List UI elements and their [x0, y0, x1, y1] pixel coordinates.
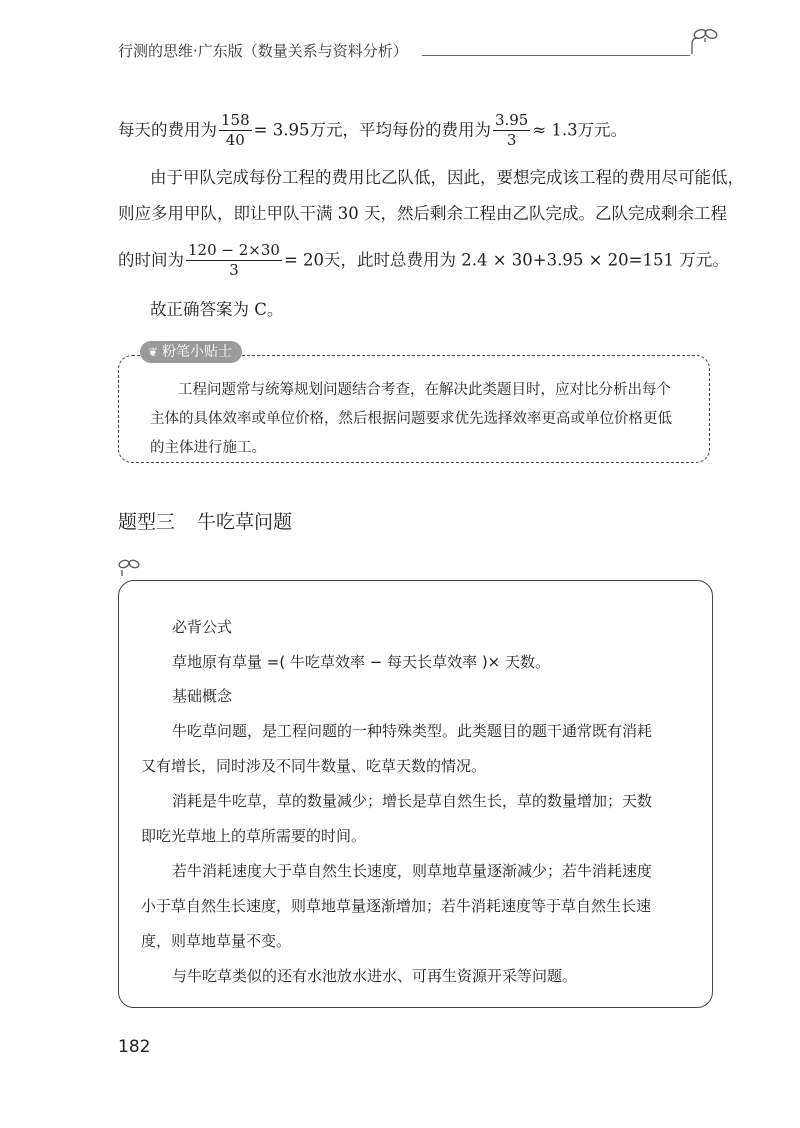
- answer-line: 故正确答案为 C。: [150, 300, 284, 319]
- solution-line-1: 每天的费用为 $\frac{158}{40}$ = 3.95万元，平均每份的费用为 $\frac{3.95}{3}$ ≈ 1.3万元。: [118, 111, 628, 150]
- fraction-unit-cost: $\frac{3.95}{3}$: [494, 111, 529, 150]
- solution-line-2: 由于甲队完成每份工程的费用比乙队低，因此，要想完成该工程的费用尽可能低，: [150, 168, 744, 187]
- concept-line: 即吃光草地上的草所需要的时间。: [141, 827, 367, 845]
- formula: 草地原有草量 =( 牛吃草效率 − 每天长草效率 )× 天数。: [172, 653, 551, 671]
- page-number: 182: [118, 1037, 151, 1057]
- concept-line: 又有增长，同时涉及不同牛数量、吃草天数的情况。: [141, 757, 487, 775]
- basic-heading: 基础概念: [172, 687, 233, 705]
- fraction-remaining-time: $\frac{120 - 2\times 30}{3}$: [188, 241, 280, 280]
- sprout-icon: [116, 556, 144, 578]
- tip-line: 的主体进行施工。: [150, 440, 266, 456]
- tip-line: 主体的具体效率或单位价格，然后根据问题要求优先选择效率更高或单位价格更低: [150, 411, 672, 427]
- section-name: 牛吃草问题: [197, 511, 293, 533]
- concept-line: 度，则草地草量不变。: [141, 932, 292, 950]
- section-title: [118, 507, 292, 534]
- concept-line: 小于草自然生长速度，则草地草量逐渐增加；若牛消耗速度等于草自然生长速: [141, 897, 652, 915]
- tip-badge: ❦ 粉笔小贴士: [140, 341, 242, 363]
- concept-line: 若牛消耗速度大于草自然生长速度，则草地草量逐渐减少；若牛消耗速度: [172, 862, 653, 880]
- running-header: 行测的思维·广东版（数量关系与资料分析）: [118, 42, 408, 60]
- fraction-daily-cost: $\frac{158}{40}$: [221, 111, 250, 150]
- formula-heading: 必背公式: [172, 618, 233, 636]
- section-label: 题型三: [118, 511, 176, 533]
- solution-line-4: 的时间为 $\frac{120 - 2\times 30}{3}$ = 20天，此时总费用为 2.4 × 30+3.95 × 20=151 万元。: [118, 241, 729, 280]
- sprout-icon: [688, 26, 722, 56]
- sprout-small-icon: ❦: [148, 345, 159, 359]
- concept-line: 牛吃草问题，是工程问题的一种特殊类型。此类题目的题干通常既有消耗: [172, 722, 653, 740]
- header-rule: [422, 55, 690, 56]
- concept-line: 消耗是牛吃草，草的数量减少；增长是草自然生长，草的数量增加；天数: [172, 792, 653, 810]
- solution-line-3: 则应多用甲队，即让甲队干满 30 天，然后剩余工程由乙队完成。乙队完成剩余工程: [118, 204, 727, 223]
- tip-text: [150, 376, 690, 463]
- concept-line: 与牛吃草类似的还有水池放水进水、可再生资源开采等问题。: [172, 967, 578, 985]
- tip-line: 工程问题常与统筹规划问题结合考查，在解决此类题目时，应对比分析出每个: [178, 382, 671, 398]
